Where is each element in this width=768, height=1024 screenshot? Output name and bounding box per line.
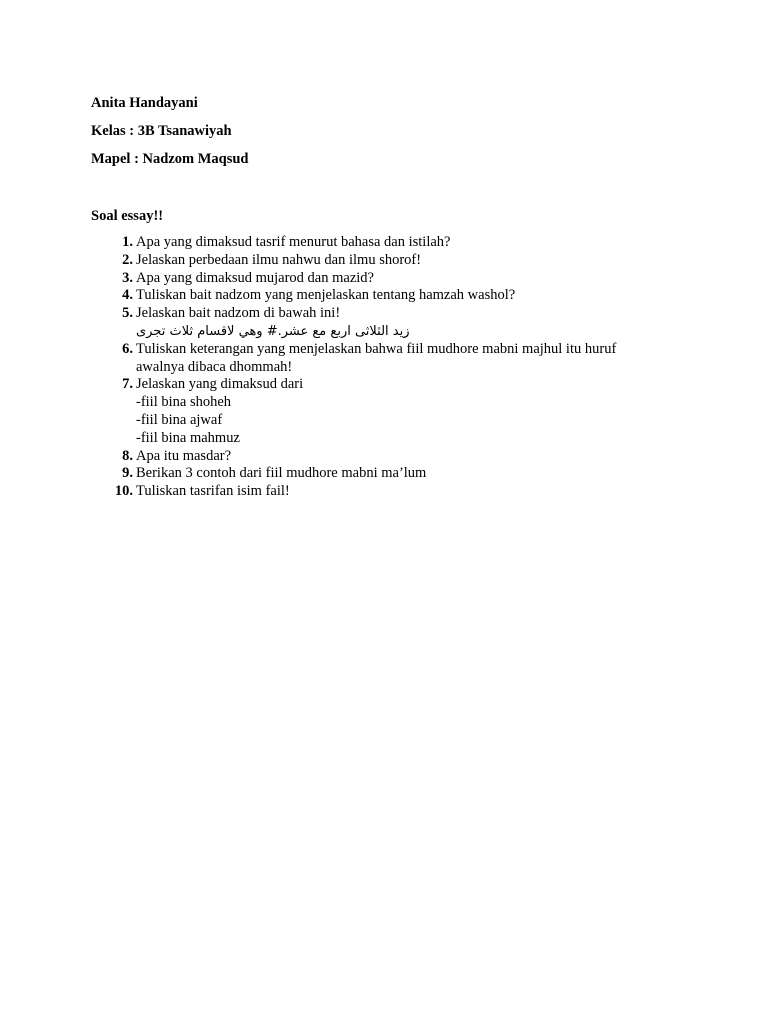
question-item — [91, 252, 651, 270]
question-number: 8. — [122, 447, 133, 464]
question-number: 5. — [122, 305, 133, 322]
sub-item: -fiil bina ajwaf — [136, 411, 223, 428]
question-number: 2. — [122, 251, 133, 268]
question-number: 6. — [122, 340, 133, 357]
subject-line: Mapel : Nadzom Maqsud — [91, 151, 249, 167]
question-text: Apa yang dimaksud mujarod dan mazid? — [136, 269, 374, 286]
sub-item: -fiil bina mahmuz — [136, 429, 240, 446]
question-number: 4. — [122, 287, 133, 304]
question-number: 9. — [122, 465, 133, 482]
question-text: Tuliskan bait nadzom yang menjelaskan tentang hamzah washol? — [136, 287, 516, 304]
question-text: Tuliskan keterangan yang menjelaskan bahwa fiil mudhore mabni majhul itu huruf awalnya dibaca dhommah! — [136, 340, 617, 375]
question-item — [91, 234, 651, 252]
student-name: Anita Handayani — [91, 95, 198, 111]
sub-item: -fiil bina shoheh — [136, 394, 232, 411]
question-text: Berikan 3 contoh dari fiil mudhore mabni ma’lum — [136, 465, 427, 482]
question-number: 3. — [122, 269, 133, 286]
question-number: 7. — [122, 376, 133, 393]
question-item — [91, 341, 651, 377]
question-item — [91, 287, 651, 305]
class-line: Kelas : 3B Tsanawiyah — [91, 123, 232, 139]
question-item — [91, 483, 651, 501]
question-text: Apa itu masdar? — [136, 447, 232, 464]
question-list — [91, 234, 651, 501]
question-item — [91, 305, 651, 341]
question-item — [91, 448, 651, 466]
question-item — [91, 376, 651, 447]
question-item — [91, 465, 651, 483]
question-text: Apa yang dimaksud tasrif menurut bahasa dan istilah? — [136, 234, 451, 250]
question-text: Jelaskan yang dimaksud dari — [136, 376, 304, 393]
question-text: Jelaskan perbedaan ilmu nahwu dan ilmu shorof! — [136, 251, 422, 268]
question-text: Jelaskan bait nadzom di bawah ini! — [136, 305, 341, 322]
question-number: 1. — [122, 234, 133, 250]
section-title: Soal essay!! — [91, 208, 164, 224]
arabic-verse: زيد الثلاثى اربع مع عشر.# وهي لاقسام ثلاث تجرى — [136, 323, 410, 339]
question-number: 10. — [114, 483, 133, 500]
question-item — [91, 270, 651, 288]
question-text: Tuliskan tasrifan isim fail! — [136, 483, 290, 500]
